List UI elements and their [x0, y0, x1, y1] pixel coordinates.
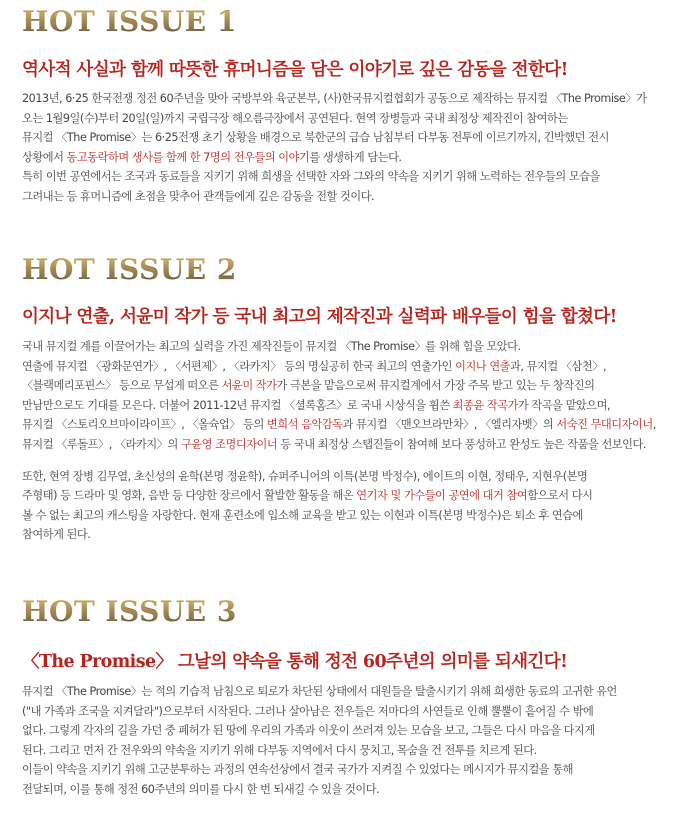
- body-text: 과, 뮤지컬 〈삼천〉,: [510, 359, 607, 373]
- body-text: 연출에 뮤지컬 〈광화문연가〉, 〈서편제〉, 〈라카지〉 등의 명실공히 한국 최고의 연출가인: [22, 359, 456, 373]
- text-line: [22, 148, 682, 168]
- body-text: ,: [652, 418, 656, 432]
- text-line: [22, 780, 682, 800]
- issue-headline: 〈The Promise〉 그날의 약속을 통해 정전 60주년의 의미를 되새긴다!: [22, 652, 568, 672]
- issue-body: [22, 337, 682, 545]
- body-text: 없다. 그렇게 각자의 길을 가던 중 폐허가 된 땅에 우리의 가족과 이웃이 쓰러져 있는 모습을 보고, 그들은 다시 마음을 다지게: [22, 724, 595, 738]
- issue-headline: 이지나 연출, 서윤미 작가 등 국내 최고의 제작진과 실력파 배우들이 힘을 합쳤다!: [22, 307, 617, 327]
- body-text: 볼 수 없는 최고의 캐스팅을 자랑한다. 현재 훈련소에 입소해 교육을 받고 있는 이현과 이특(본명 박정수)은 퇴소 후 연습에: [22, 508, 583, 522]
- text-line: [22, 486, 682, 506]
- text-line: [22, 525, 682, 545]
- body-text: 뮤지컬 〈스토리오브마이라이프〉, 〈올슉업〉 등의: [22, 418, 267, 432]
- text-line: [22, 187, 682, 207]
- text-line: [22, 415, 682, 435]
- body-text: 2013년, 6·25 한국전쟁 정전 60주년을 맞아 국방부와 육군본부, (사)한국뮤지컬협회가 공동으로 제작하는 뮤지컬 〈The Promise〉가: [22, 92, 647, 105]
- body-text: 〈블랙메리포핀스〉 등으로 무섭게 떠오른: [22, 379, 222, 393]
- body-text: 특히 이번 공연에서는 조국과 동료들을 지키기 위해 희생을 선택한 자와 그와의 약속을 지키기 위해 노력하는 전우들의 모습을: [22, 170, 600, 184]
- body-text: 함으로서 다시: [527, 489, 593, 503]
- text-line: [22, 396, 682, 416]
- body-text: 뮤지컬 〈The Promise〉는 6·25전쟁 초기 상황을 배경으로 북한군의 급습 남침부터 다부동 전투에 이르기까지, 긴박했던 전시: [22, 131, 609, 145]
- body-text: 가 작곡을 맡았으며,: [517, 398, 611, 412]
- text-line: [22, 506, 682, 526]
- body-text: 뮤지컬 〈The Promise〉는 적의 기습적 남침으로 퇴로가 차단된 상태에서 대원들을 탈출시키기 위해 희생한 동료의 고귀한 유언: [22, 685, 617, 698]
- body-text: 를 생생하게 담는다.: [309, 150, 402, 164]
- text-line: [22, 109, 682, 129]
- body-text: 등 국내 최정상 스탭진들이 참여해 보다 풍성하고 완성도 높은 작품을 선보인다.: [277, 437, 646, 451]
- body-text: 국내 뮤지컬 계를 이끌어가는 최고의 실력을 가진 제작진들이 뮤지컬 〈The Promise〉를 위해 힘을 모았다.: [22, 340, 521, 353]
- hot-issue-label: HOT ISSUE 2: [22, 253, 237, 286]
- body-text: 만남만으로도 기대를 모은다. 더불어 2011-12년 뮤지컬 〈셜록홈즈〉로 국내 시상식을 휩쓴: [22, 398, 453, 412]
- body-paragraph: [22, 89, 682, 207]
- text-line: [22, 128, 682, 148]
- highlight-text: 서숙진 무대디자이너: [556, 418, 653, 432]
- body-text: 그려내는 등 휴머니즘에 초점을 맞추어 관객들에게 깊은 감동을 전할 것이다.: [22, 189, 375, 203]
- body-text: 된다. 그리고 먼저 간 전우와의 약속을 지키기 위해 다부동 지역에서 다시 뭉치고, 목숨을 건 전투를 치르게 된다.: [22, 743, 537, 757]
- body-text: ("내 가족과 조국을 지켜달라")으로부터 시작된다. 그러나 살아남은 전우들은 저마다의 사연들로 인해 뿔뿔이 흩어질 수 밖에: [22, 704, 594, 718]
- highlight-text: 이지나 연출: [455, 359, 511, 373]
- issue-body: [22, 682, 682, 800]
- body-text: 뮤지컬 〈루돌프〉, 〈라카지〉의: [22, 437, 181, 451]
- body-paragraph: [22, 467, 682, 545]
- body-text: 주형태) 등 드라마 및 영화, 음반 등 다양한 장르에서 활발한 활동을 해온: [22, 489, 357, 503]
- text-line: [22, 435, 682, 455]
- issue-headline: 역사적 사실과 함께 따뜻한 휴머니즘을 담은 이야기로 깊은 감동을 전한다!: [22, 60, 568, 80]
- body-text: 과 뮤지컬 〈맨오브라만차〉, 〈엘리자벳〉의: [342, 418, 557, 432]
- body-text: 전달되며, 이를 통해 정전 60주년의 의미를 다시 한 번 되새길 수 있을 것이다.: [22, 782, 380, 796]
- highlight-text: 최종윤 작곡가: [452, 398, 518, 412]
- text-line: [22, 741, 682, 761]
- text-line: [22, 357, 682, 377]
- highlight-text: 서윤미 작가: [221, 379, 277, 393]
- highlight-text: 연기자 및 가수들이 공연에 대거 참여: [356, 489, 528, 503]
- text-line: [22, 376, 682, 396]
- highlight-text: 구윤영 조명디자이너: [180, 437, 278, 451]
- issue-body: [22, 89, 682, 207]
- body-text: 이들이 약속을 지키기 위해 고군분투하는 과정의 연속선상에서 결국 국가가 지켜질 수 있었다는 메시지가 뮤지컬을 통해: [22, 763, 573, 777]
- body-text: 상황에서: [22, 150, 67, 164]
- body-text: 또한, 현역 장병 김무열, 초신성의 윤학(본명 정윤학), 슈퍼주니어의 이특(본명 박정수), 에이트의 이현, 정태우, 지현우(본명: [22, 469, 588, 483]
- hot-issue-label: HOT ISSUE 3: [22, 595, 237, 628]
- text-line: [22, 682, 682, 702]
- text-line: [22, 467, 682, 487]
- body-text: 가 극본을 맡음으로써 뮤지컬계에서 가장 주목 받고 있는 두 창작진의: [276, 379, 595, 393]
- body-paragraph: [22, 337, 682, 455]
- text-line: [22, 337, 682, 357]
- text-line: [22, 760, 682, 780]
- text-line: [22, 702, 682, 722]
- text-line: [22, 89, 682, 109]
- body-paragraph: [22, 682, 682, 800]
- highlight-text: 변희석 음악감독: [266, 418, 343, 432]
- text-line: [22, 721, 682, 741]
- text-line: [22, 167, 682, 187]
- body-text: 오는 1월9일(수)부터 20일(일)까지 국립극장 해오름극장에서 공연된다. 현역 장병들과 국내 최정상 제작진이 참여하는: [22, 111, 568, 125]
- body-text: 참여하게 된다.: [22, 528, 91, 542]
- highlight-text: 동고동락하며 생사를 함께 한 7명의 전우들의 이야기: [66, 150, 310, 164]
- hot-issue-label: HOT ISSUE 1: [22, 5, 237, 38]
